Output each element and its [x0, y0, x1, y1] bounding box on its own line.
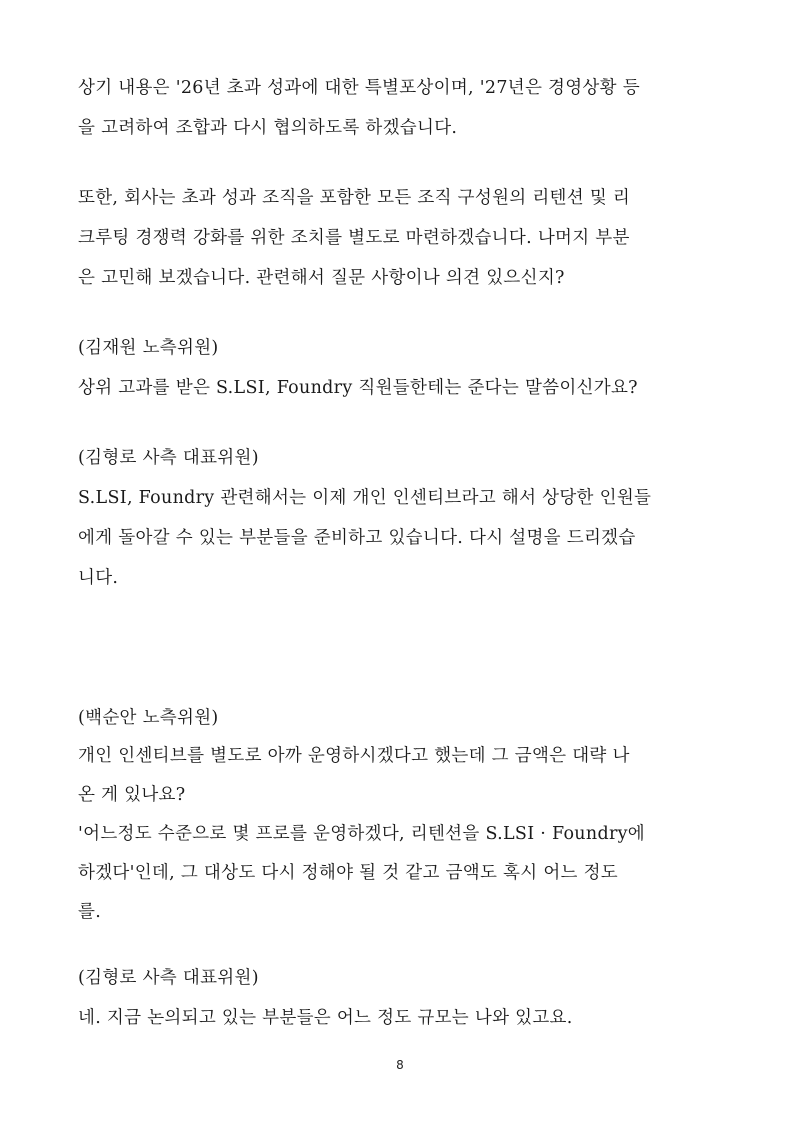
text-line: '어느정도 수준으로 몇 프로를 운영하겠다, 리텐션을 S.LSI · Foundry에	[78, 824, 646, 844]
text-line: 은 고민해 보겠습니다. 관련해서 질문 사항이나 의견 있으신지?	[78, 268, 565, 288]
text-line: 또한, 회사는 초과 성과 조직을 포함한 모든 조직 구성원의 리텐션 및 리	[78, 188, 631, 208]
text-line: 하겠다'인데, 그 대상도 다시 정해야 될 것 같고 금액도 혹시 어느 정도	[78, 863, 618, 883]
text-line: 를.	[78, 902, 102, 922]
speaker-label: (김형로 사측 대표위원)	[78, 968, 259, 988]
text-line: 크루팅 경쟁력 강화를 위한 조치를 별도로 마련하겠습니다. 나머지 부분	[78, 228, 630, 248]
speaker-label: (백순안 노측위원)	[78, 708, 219, 728]
text-line: 을 고려하여 조합과 다시 협의하도록 하겠습니다.	[78, 118, 458, 138]
speaker-label: (김재원 노측위원)	[78, 338, 219, 358]
text-line: 니다.	[78, 568, 119, 588]
text-line: S.LSI, Foundry 관련해서는 이제 개인 인센티브라고 해서 상당한 인원들	[78, 488, 652, 508]
text-line: 온 게 있나요?	[78, 785, 186, 805]
text-line: 에게 돌아갈 수 있는 부분들을 준비하고 있습니다. 다시 설명을 드리겠습	[78, 528, 636, 548]
text-line: 네. 지금 논의되고 있는 부분들은 어느 정도 규모는 나와 있고요.	[78, 1008, 573, 1028]
text-line: 상기 내용은 '26년 초과 성과에 대한 특별포상이며, '27년은 경영상황 등	[78, 78, 640, 98]
text-line: 개인 인센티브를 별도로 아까 운영하시겠다고 했는데 그 금액은 대략 나	[78, 746, 630, 766]
text-line: 상위 고과를 받은 S.LSI, Foundry 직원들한테는 준다는 말씀이신가요?	[78, 378, 638, 398]
speaker-label: (김형로 사측 대표위원)	[78, 448, 259, 468]
page-number: 8	[396, 1058, 404, 1072]
